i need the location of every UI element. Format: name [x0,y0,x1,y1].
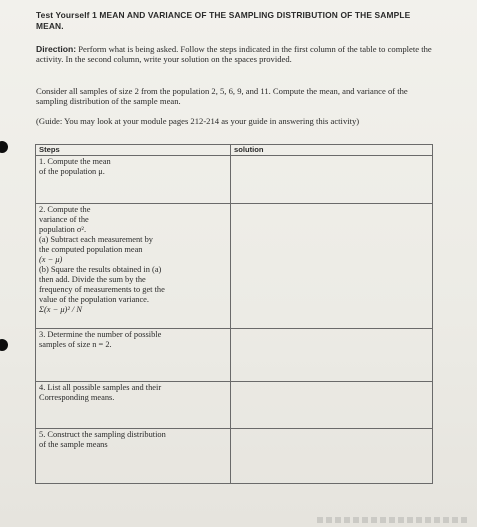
step-text: (a) Subtract each measurement by [39,235,153,244]
steps-header: Steps [36,145,231,156]
steps-table [35,144,433,484]
title-lead: Test Yourself 1 [36,10,97,20]
step-formula: (x − μ) [39,255,63,264]
step-text: Corresponding means. [39,393,115,402]
solution-header: solution [231,145,433,156]
step-text: (b) Square the results obtained in (a) [39,265,162,274]
table-row [36,204,433,329]
step-cell [36,429,231,484]
step-cell [36,204,231,329]
step-text: samples of size n = 2. [39,340,112,349]
step-formula: Σ(x − μ)² / N [39,305,82,314]
step-text: 1. Compute the mean [39,157,111,166]
step-text: 4. List all possible samples and their [39,383,162,392]
step-text: 2. Compute the [39,205,91,214]
guide-note: (Guide: You may look at your module pages 212-214 as your guide in answering this activity) [36,116,360,126]
solution-cell[interactable] [231,429,433,484]
step-text: the computed population mean [39,245,143,254]
solution-cell[interactable] [231,204,433,329]
step-cell [36,156,231,204]
step-text: population σ². [39,225,87,234]
worksheet-title [36,10,436,31]
step-text: 5. Construct the sampling distribution [39,430,166,439]
step-text: frequency of measurements to get the [39,285,165,294]
step-text: of the sample means [39,440,108,449]
title-rest: MEAN AND VARIANCE OF THE SAMPLING DISTRIBUTION OF THE SAMPLE MEAN. [36,10,411,31]
table-row [36,429,433,484]
direction-text: Perform what is being asked. Follow the steps indicated in the first column of the table to complete the activity. In the second column, write your solution on the spaces provided. [36,44,432,65]
binder-hole [0,339,8,351]
table-header-row [36,145,433,156]
step-text: value of the population variance. [39,295,149,304]
step-cell [36,329,231,382]
step-text: 3. Determine the number of possible [39,330,162,339]
step-text: then add. Divide the sum by the [39,275,146,284]
solution-cell[interactable] [231,156,433,204]
solution-cell[interactable] [231,382,433,429]
problem-statement: Consider all samples of size 2 from the population 2, 5, 6, 9, and 11. Compute the mean, and variance of the sampling distribution of the sample mean. [36,86,408,107]
table-row [36,382,433,429]
step-text: variance of the [39,215,89,224]
table-row [36,156,433,204]
solution-cell[interactable] [231,329,433,382]
direction-paragraph [36,44,436,64]
binder-hole [0,141,8,153]
step-cell [36,382,231,429]
direction-label: Direction: [36,44,77,54]
blurred-footer-text [317,517,467,523]
step-text: of the population μ. [39,167,105,176]
table-row [36,329,433,382]
